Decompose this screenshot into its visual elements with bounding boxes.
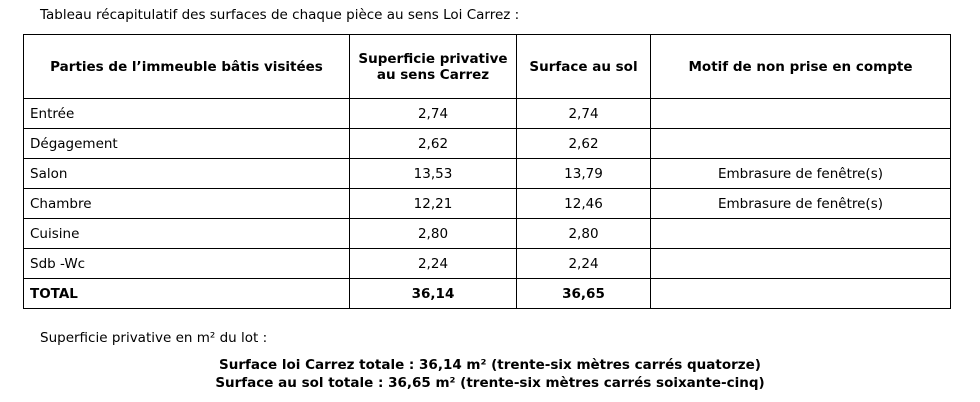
table-row	[24, 99, 951, 129]
row-carrez: 2,62	[350, 129, 517, 159]
total-label: TOTAL	[24, 279, 350, 309]
lot-label: Superficie privative en m² du lot :	[40, 330, 268, 346]
header-sol: Surface au sol	[517, 35, 651, 99]
row-part: Sdb -Wc	[24, 249, 350, 279]
row-motif	[651, 219, 951, 249]
row-part: Dégagement	[24, 129, 350, 159]
header-carrez: Superficie privative au sens Carrez	[350, 35, 517, 99]
row-carrez: 2,80	[350, 219, 517, 249]
row-sol: 13,79	[517, 159, 651, 189]
row-carrez: 2,74	[350, 99, 517, 129]
row-carrez: 2,24	[350, 249, 517, 279]
row-sol: 2,74	[517, 99, 651, 129]
total-sol: 36,65	[517, 279, 651, 309]
summary-carrez: Surface loi Carrez totale : 36,14 m² (trente-six mètres carrés quatorze)	[219, 357, 761, 373]
table-row	[24, 249, 951, 279]
row-sol: 2,62	[517, 129, 651, 159]
table-row	[24, 219, 951, 249]
row-sol: 2,24	[517, 249, 651, 279]
total-carrez: 36,14	[350, 279, 517, 309]
row-motif	[651, 249, 951, 279]
row-part: Cuisine	[24, 219, 350, 249]
row-motif: Embrasure de fenêtre(s)	[651, 159, 951, 189]
table-header-row	[24, 35, 951, 99]
total-motif	[651, 279, 951, 309]
row-carrez: 13,53	[350, 159, 517, 189]
row-motif	[651, 129, 951, 159]
row-motif	[651, 99, 951, 129]
row-motif: Embrasure de fenêtre(s)	[651, 189, 951, 219]
row-part: Salon	[24, 159, 350, 189]
surfaces-table	[23, 34, 951, 309]
row-part: Entrée	[24, 99, 350, 129]
row-sol: 12,46	[517, 189, 651, 219]
table-row	[24, 159, 951, 189]
summary-sol: Surface au sol totale : 36,65 m² (trente-six mètres carrés soixante-cinq)	[215, 375, 765, 391]
table-row	[24, 129, 951, 159]
row-carrez: 12,21	[350, 189, 517, 219]
header-motif: Motif de non prise en compte	[651, 35, 951, 99]
table-row	[24, 189, 951, 219]
row-sol: 2,80	[517, 219, 651, 249]
header-part: Parties de l’immeuble bâtis visitées	[24, 35, 350, 99]
row-part: Chambre	[24, 189, 350, 219]
total-row	[24, 279, 951, 309]
intro-text: Tableau récapitulatif des surfaces de chaque pièce au sens Loi Carrez :	[40, 7, 520, 23]
